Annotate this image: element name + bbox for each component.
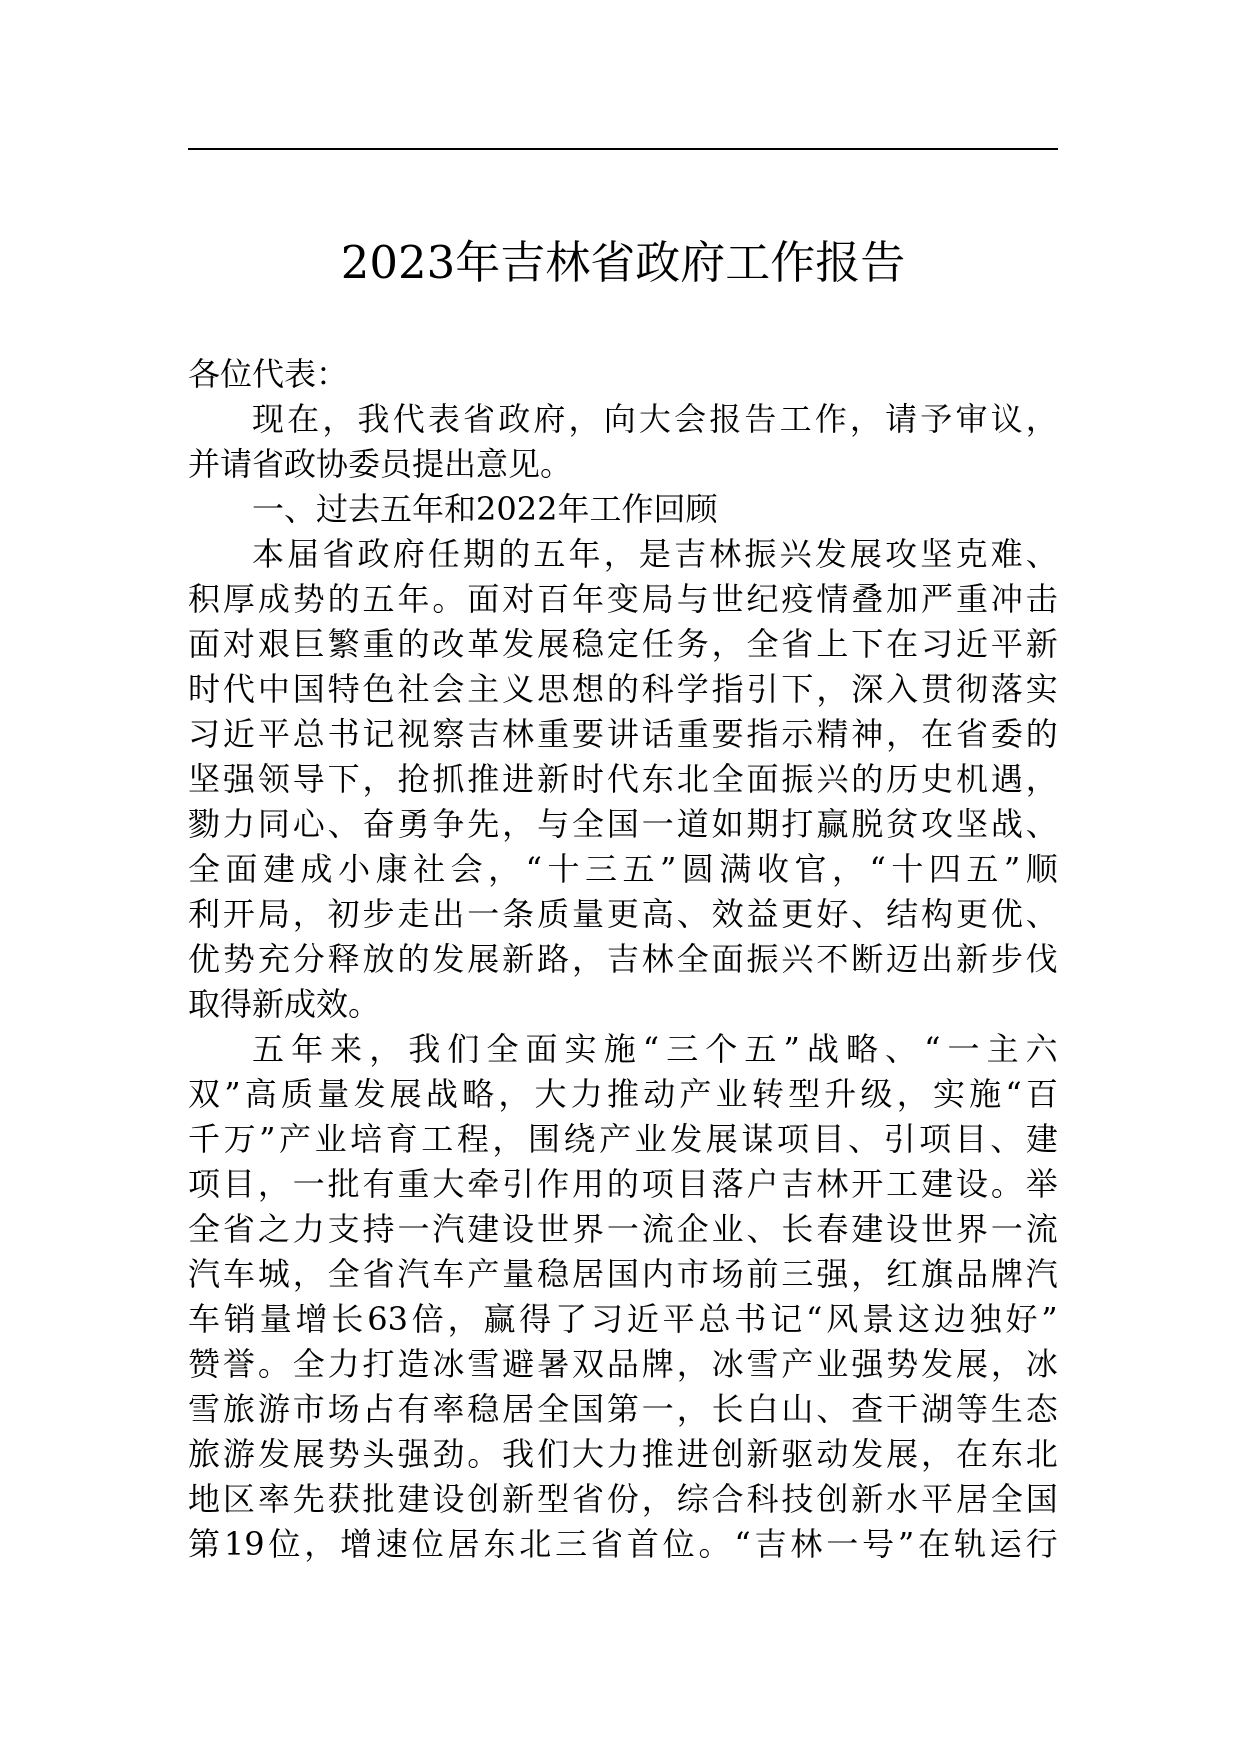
text-line: 面 对 艰 巨 繁 重 的 改 革 发 展 稳 定 任 务 ， 全 省 上 下 在 习 近 平 新	[188, 625, 1058, 663]
text-line: 第 19 位 ， 增 速 位 居 东 北 三 省 首 位 。 “ 吉 林 一 号 ” 在 轨 运 行	[188, 1525, 1058, 1563]
text-line: 车 销 量 增 长 63 倍 ， 赢 得 了 习 近 平 总 书 记 “ 风 景 这 边 独 好 ”	[188, 1300, 1058, 1338]
text-line: 本 届 省 政 府 任 期 的 五 年 ， 是 吉 林 振 兴 发 展 攻 坚 克 难 、	[252, 535, 1058, 573]
text-line: 全 省 之 力 支 持 一 汽 建 设 世 界 一 流 企 业 、 长 春 建 设 世 界 一 流	[188, 1210, 1058, 1248]
text-line: 一、过去五年和2022年工作回顾	[252, 490, 718, 528]
text-line: 坚 强 领 导 下 ， 抢 抓 推 进 新 时 代 东 北 全 面 振 兴 的 历 史 机 遇 ，	[188, 760, 1058, 798]
text-line: 千 万 ” 产 业 培 育 工 程 ， 围 绕 产 业 发 展 谋 项 目 、 引 项 目 、 建	[188, 1120, 1058, 1158]
text-line: 汽 车 城 ， 全 省 汽 车 产 量 稳 居 国 内 市 场 前 三 强 ， 红 旗 品 牌 汽	[188, 1255, 1058, 1293]
text-line: 时 代 中 国 特 色 社 会 主 义 思 想 的 科 学 指 引 下 ， 深 入 贯 彻 落 实	[188, 670, 1058, 708]
text-line: 积 厚 成 势 的 五 年 。 面 对 百 年 变 局 与 世 纪 疫 情 叠 加 严 重 冲 击	[188, 580, 1058, 618]
text-line: 优 势 充 分 释 放 的 发 展 新 路 ， 吉 林 全 面 振 兴 不 断 迈 出 新 步 伐	[188, 940, 1058, 978]
text-line: 双 ” 高 质 量 发 展 战 略 ， 大 力 推 动 产 业 转 型 升 级 ， 实 施 “ 百	[188, 1075, 1058, 1113]
text-line: 现 在 ， 我 代 表 省 政 府 ， 向 大 会 报 告 工 作 ， 请 予 审 议 ，	[252, 400, 1058, 438]
text-line: 赞 誉 。 全 力 打 造 冰 雪 避 暑 双 品 牌 ， 冰 雪 产 业 强 势 发 展 ， 冰	[188, 1345, 1058, 1383]
text-line: 项 目 ， 一 批 有 重 大 牵 引 作 用 的 项 目 落 户 吉 林 开 工 建 设 。 举	[188, 1165, 1058, 1203]
paragraph-lines	[188, 397, 1058, 1567]
text-line: 利 开 局 ， 初 步 走 出 一 条 质 量 更 高 、 效 益 更 好 、 结 构 更 优 、	[188, 895, 1058, 933]
text-line: 全 面 建 成 小 康 社 会 ， “ 十 三 五 ” 圆 满 收 官 ， “ 十 四 五 ” 顺	[188, 850, 1058, 888]
text-line: 雪 旅 游 市 场 占 有 率 稳 居 全 国 第 一 ， 长 白 山 、 查 干 湖 等 生 态	[188, 1390, 1058, 1428]
document-body	[188, 352, 1058, 1567]
text-line: 习 近 平 总 书 记 视 察 吉 林 重 要 讲 话 重 要 指 示 精 神 ， 在 省 委 的	[188, 715, 1058, 753]
salutation: 各位代表：	[188, 355, 349, 393]
text-line: 并请省政协委员提出意见。	[188, 445, 573, 483]
text-line: 取得新成效。	[188, 985, 381, 1023]
text-line: 地 区 率 先 获 批 建 设 创 新 型 省 份 ， 综 合 科 技 创 新 水 平 居 全 国	[188, 1480, 1058, 1518]
header-rule	[188, 148, 1058, 150]
text-line: 旅 游 发 展 势 头 强 劲 。 我 们 大 力 推 进 创 新 驱 动 发 展 ， 在 东 北	[188, 1435, 1058, 1473]
text-line: 勠 力 同 心 、 奋 勇 争 先 ， 与 全 国 一 道 如 期 打 赢 脱 贫 攻 坚 战 、	[188, 805, 1058, 843]
text-line: 五 年 来 ， 我 们 全 面 实 施 “ 三 个 五 ” 战 略 、 “ 一 主 六	[252, 1030, 1058, 1068]
document-title: 2023年吉林省政府工作报告	[340, 236, 906, 289]
